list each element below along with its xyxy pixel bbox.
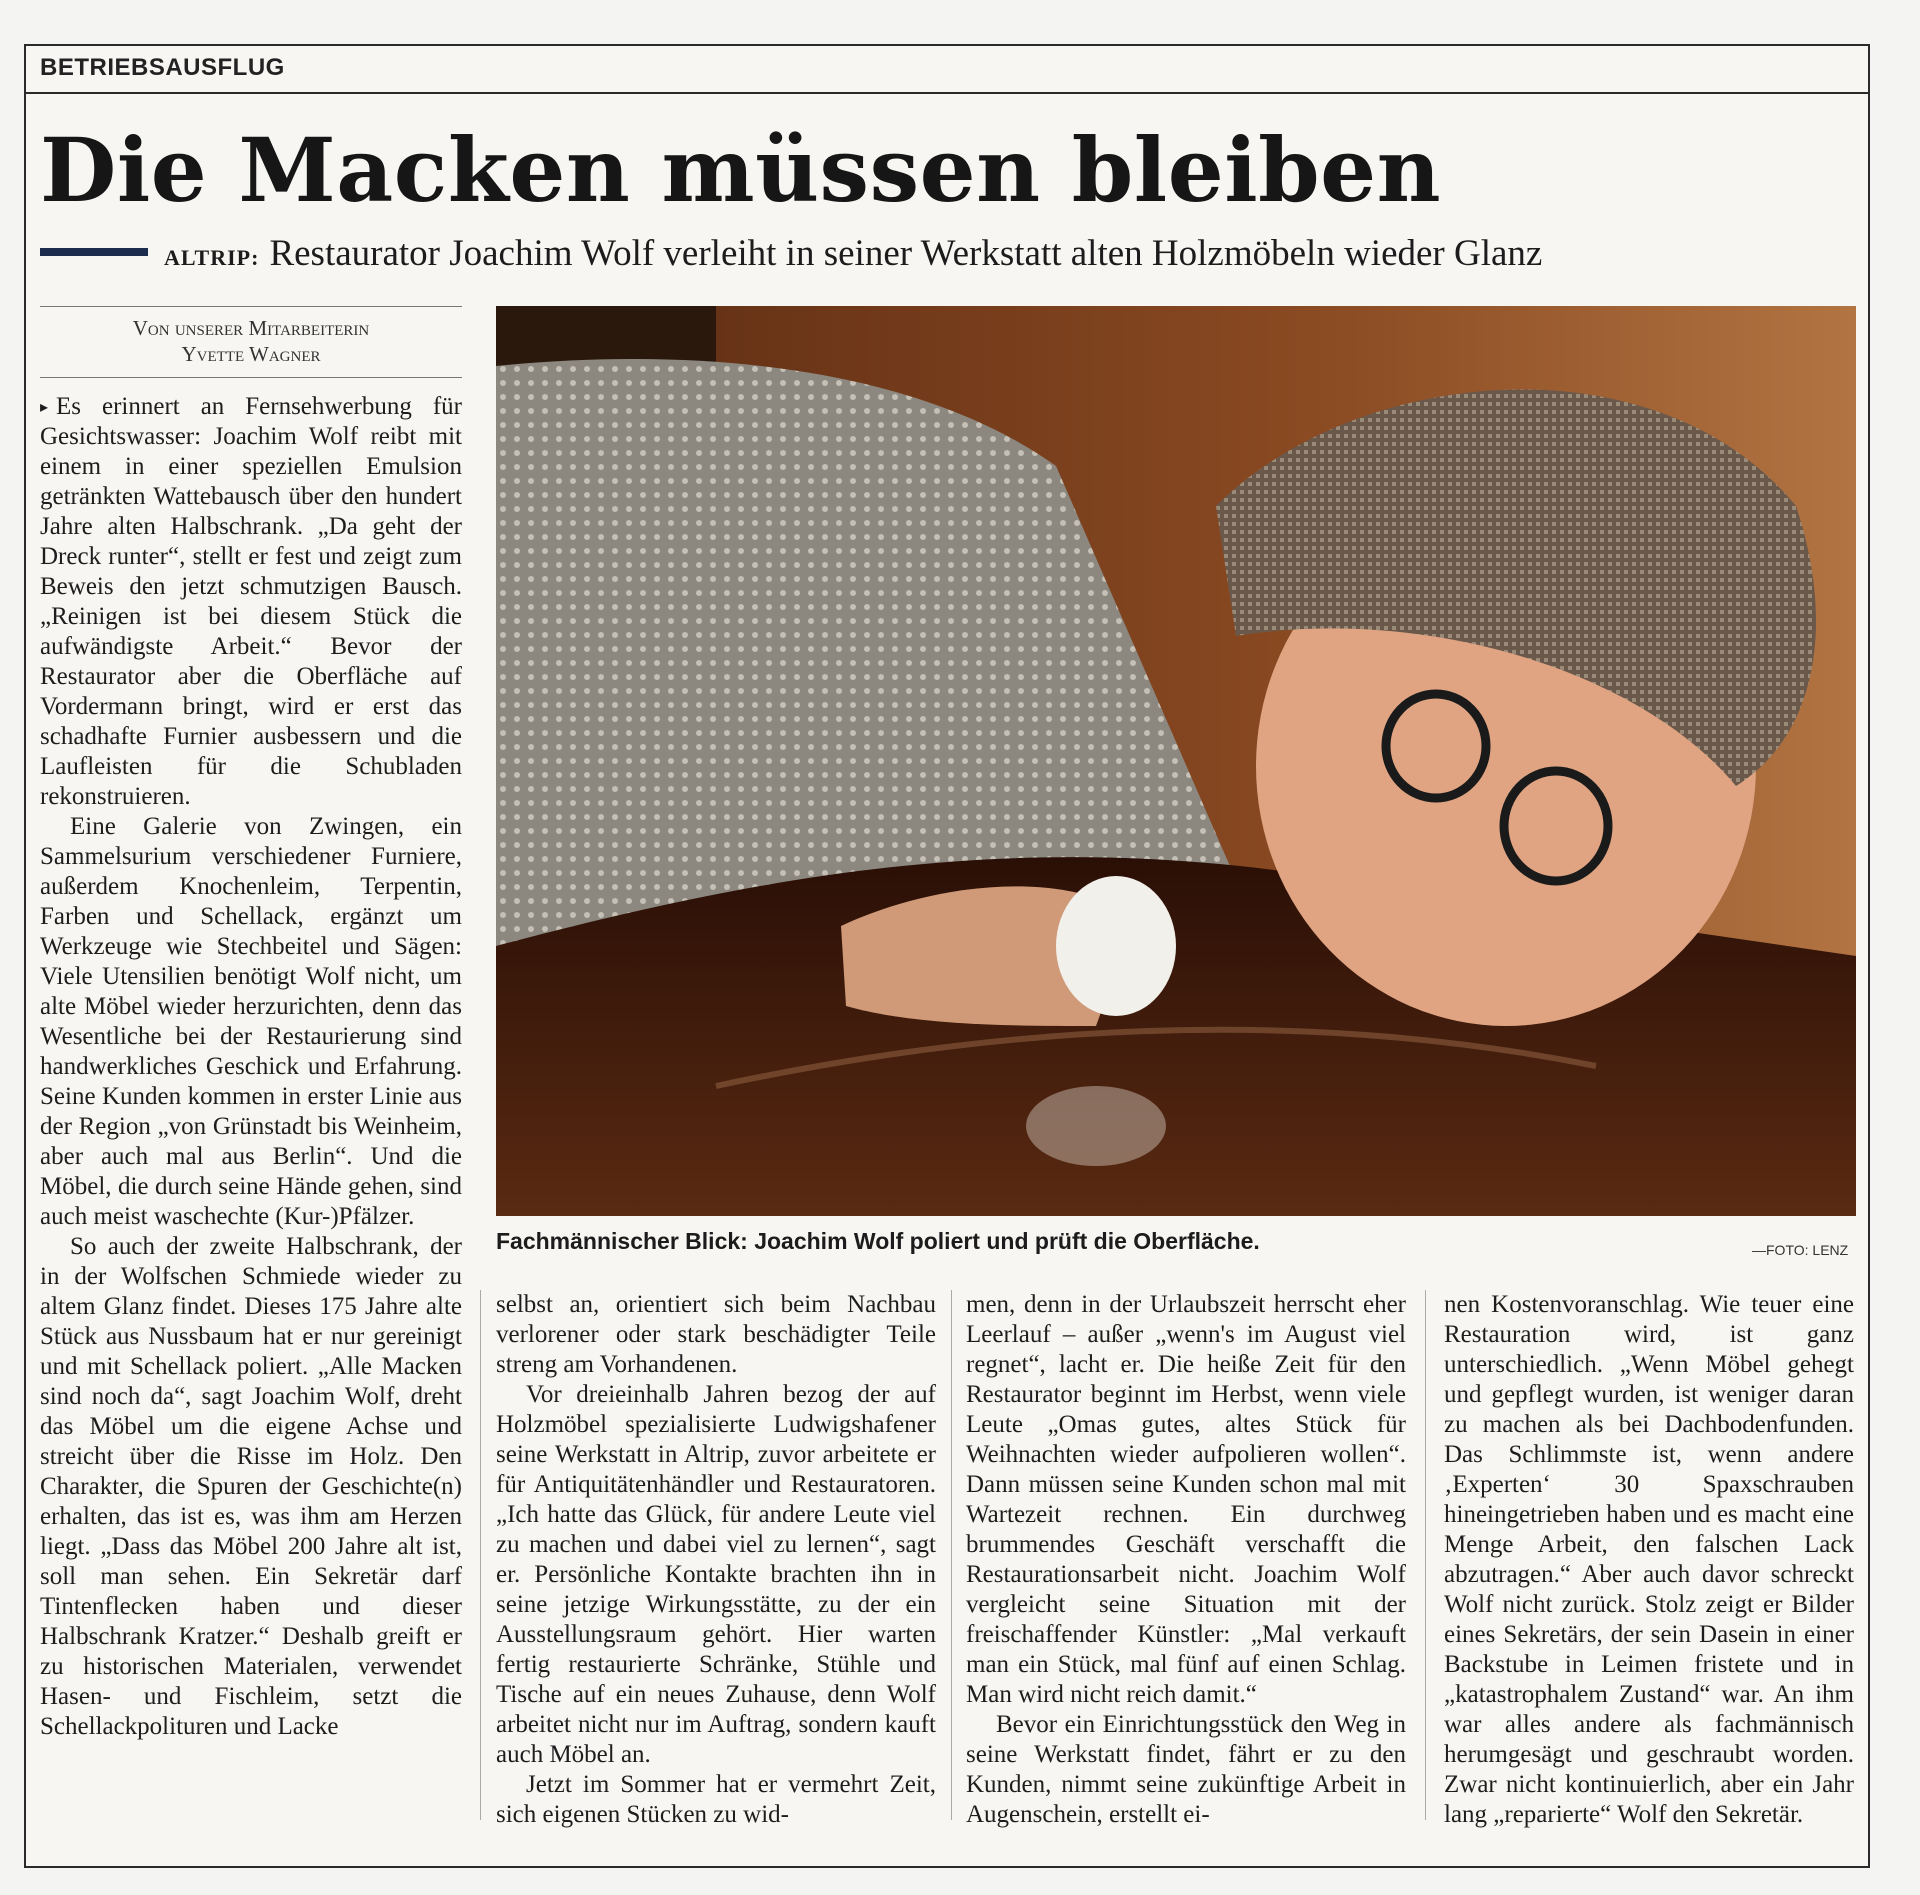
article-paragraph: nen Kostenvoranschlag. Wie teuer eine Restauration wird, ist ganz unterschiedlich. „Wenn Möbel gehegt und gepflegt wurden, ist weniger daran zu machen als bei Dachbodenfunden. Das Schlimmste ist, wenn andere ‚Experten‘ 30 Spaxschrauben hineingetrieben haben und es macht eine Menge Arbeit, den falschen Lack abzutragen.“ Aber auch davor schreckt Wolf nicht zurück. Stolz zeigt er Bilder eines Sekretärs, der sein Dasein in einer Backstube in Leimen fristete und in „katastrophalem Zustand“ war. An ihm war alles andere als fachmännisch herumgesägt und geschraubt worden. Zwar nicht kontinuierlich, aber ein Jahr lang „reparierte“ Wolf den Sekretär. — [1444, 1291, 1854, 1828]
article-photo — [496, 306, 1856, 1216]
article-paragraph: Bevor ein Einrichtungsstück den Weg in seine Werkstatt findet, fährt er zu den Kunden, nimmt seine zukünftige Arbeit in Augenschein, erstellt ei- — [966, 1711, 1406, 1828]
column-rule — [1425, 1290, 1426, 1820]
byline-author: Yvette Wagner — [181, 342, 321, 366]
photo-restorer-polishing — [496, 306, 1856, 1216]
column-rule — [951, 1290, 952, 1820]
article-column-4 — [1444, 1290, 1854, 1830]
subheadline-text: Restaurator Joachim Wolf verleiht in seiner Werkstatt alten Holzmöbeln wieder Glanz — [269, 233, 1543, 274]
article-paragraph: So auch der zweite Halbschrank, der in der Wolfschen Schmiede wieder zu altem Glanz findet. Dieses 175 Jahre alte Stück aus Nussbaum hat er nur gereinigt und mit Schellack poliert. „Alle Macken sind noch da“, sagt Joachim Wolf, dreht das Möbel um die eigene Achse und streicht über die Risse im Holz. Den Charakter, die Spuren der Geschichte(n) erhalten, das ist es, was ihm am Herzen liegt. „Dass das Möbel 200 Jahre alt ist, soll man sehen. Ein Sekretär darf Tintenflecken haben und dieser Halbschrank Kratzer.“ Deshalb greift er zu historischen Materialen, verwendet Hasen- und Fischleim, setzt die Schellackpolituren und Lacke — [40, 1233, 462, 1740]
article-column-1 — [40, 392, 462, 1742]
subheadline — [164, 232, 1542, 275]
paragraph-marker-icon: ▸ — [40, 397, 49, 416]
photo-credit: —FOTO: LENZ — [1752, 1242, 1849, 1258]
dateline-location: ALTRIP: — [164, 245, 260, 270]
section-kicker: BETRIEBSAUSFLUG — [40, 54, 285, 81]
paragraph-text: Es erinnert an Fernsehwerbung für Gesichtswasser: Joachim Wolf reibt mit einem in einer speziellen Emulsion getränkten Wattebausch über den hundert Jahre alten Halbschrank. „Da geht der Dreck runter“, stellt er fest und zeigt zum Beweis den jetzt schmutzigen Bausch. „Reinigen ist bei diesem Stück die aufwändigste Arbeit.“ Bevor der Restaurator aber die Oberfläche auf Vordermann bringt, wird er erst das schadhafte Furnier ausbessern und die Laufleisten für die Schubladen rekonstruieren. — [40, 393, 462, 810]
photo-caption: Fachmännischer Blick: Joachim Wolf poliert und prüft die Oberfläche. — [496, 1228, 1260, 1254]
article-paragraph: selbst an, orientiert sich beim Nachbau verlorener oder stark beschädigter Teile streng am Vorhandenen. — [496, 1291, 936, 1378]
article-paragraph: Eine Galerie von Zwingen, ein Sammelsurium verschiedener Furniere, außerdem Knochenleim, Terpentin, Farben und Schellack, ergänzt um Werkzeuge wie Stechbeitel und Sägen: Viele Utensilien benötigt Wolf nicht, um alte Möbel wieder herzurichten, denn das Wesentliche bei der Restaurierung sind handwerkliches Geschick und Erfahrung. Seine Kunden kommen in erster Linie aus der Region „von Grünstadt bis Weinheim, aber auch mal aus Berlin“. Und die Möbel, die durch seine Hände gehen, sind auch meist waschechte (Kur-)Pfälzer. — [40, 813, 462, 1230]
article-paragraph: Vor dreieinhalb Jahren bezog der auf Holzmöbel spezialisierte Ludwigshafener seine Werkstatt in Altrip, zuvor arbeitete er für Antiquitätenhändler und Restauratoren. „Ich hatte das Glück, für andere Leute viel zu machen und dabei viel zu lernen“, sagt er. Persönliche Kontakte brachten ihn in seine jetzige Wirkungsstätte, zu der ein Ausstellungsraum gehört. Hier warten fertig restaurierte Schränke, Stühle und Tische auf ein neues Zuhause, denn Wolf arbeitet nicht nur im Auftrag, sondern kauft auch Möbel an. — [496, 1381, 936, 1768]
byline — [40, 306, 462, 378]
subheadline-bar — [40, 248, 148, 256]
column-rule — [480, 1290, 481, 1820]
headline: Die Macken müssen bleiben — [40, 118, 1442, 222]
article-paragraph — [40, 392, 462, 812]
article-column-3 — [966, 1290, 1406, 1830]
article-paragraph: Jetzt im Sommer hat er vermehrt Zeit, sich eigenen Stücken zu wid- — [496, 1771, 936, 1828]
byline-role: Von unserer Mitarbeiterin — [132, 316, 370, 340]
kicker-rule — [24, 92, 1868, 94]
article-paragraph: men, denn in der Urlaubszeit herrscht eher Leerlauf – außer „wenn's im August viel regnet“, lacht er. Die heiße Zeit für den Restaurator beginnt im Herbst, wenn viele Leute „Omas gutes, altes Stück für Weihnachten wieder aufpolieren wollen“. Dann müssen seine Kunden schon mal mit Wartezeit rechnen. Ein durchweg brummendes Geschäft verschafft die Restaurationsarbeit nicht. Joachim Wolf vergleicht seine Situation mit der freischaffender Künstler: „Mal verkauft man ein Stück, mal fünf auf einen Schlag. Man wird nicht reich damit.“ — [966, 1291, 1406, 1708]
article-column-2 — [496, 1290, 936, 1830]
